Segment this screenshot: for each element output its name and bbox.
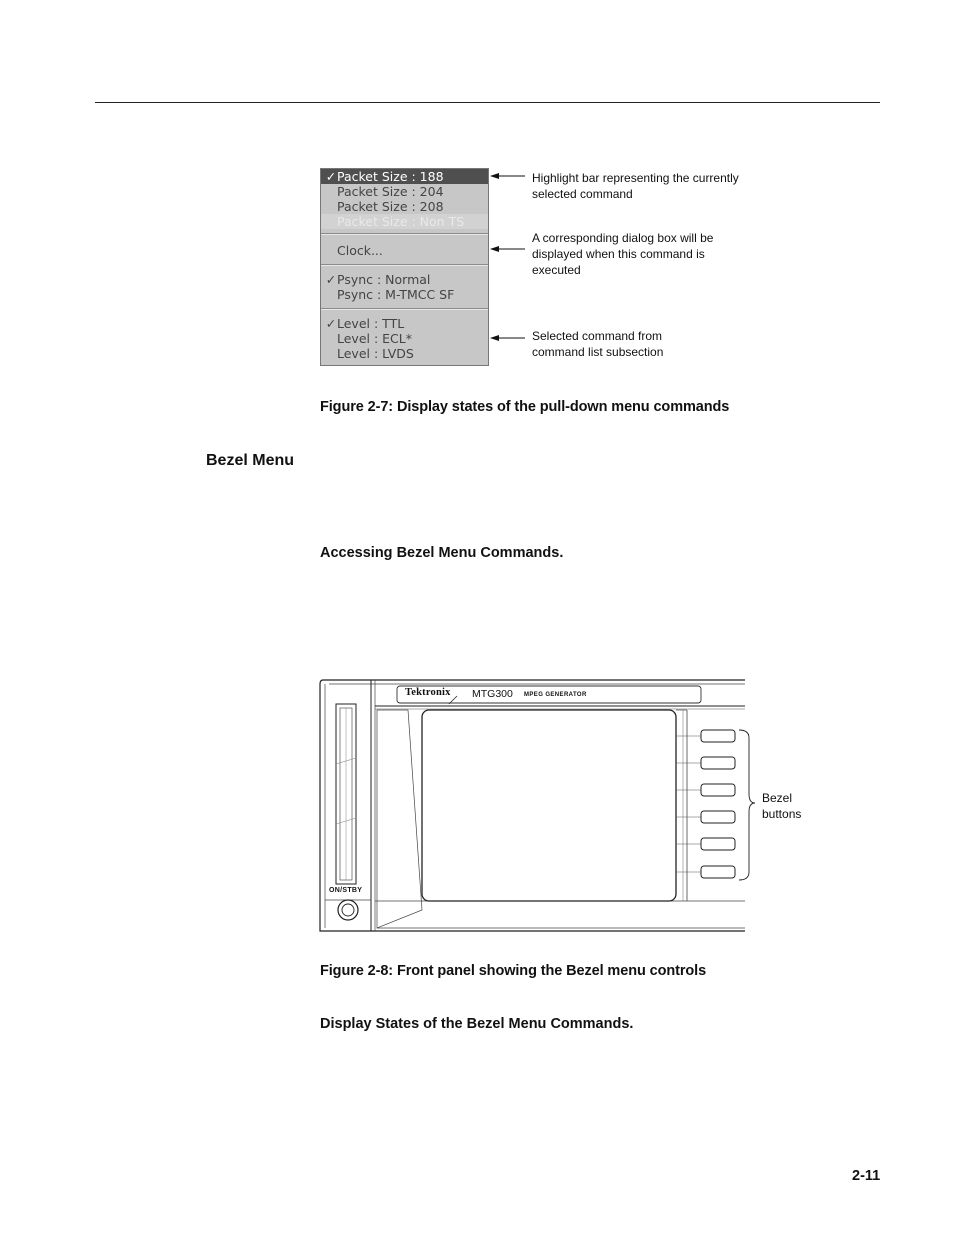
callout-dialog-box: A corresponding dialog box will be displayed when this command is executed: [532, 231, 714, 277]
bezel-button-6[interactable]: [676, 866, 735, 878]
front-panel-drawing: [315, 674, 755, 936]
panel-outline: [320, 680, 745, 931]
bezel-label-line: buttons: [762, 807, 802, 821]
pulldown-menu: [320, 168, 489, 366]
menu-item-label: Psync : Normal: [337, 272, 431, 287]
power-button-inner: [342, 904, 354, 916]
bezel-bracket: [739, 730, 755, 880]
bezel-button-2[interactable]: [676, 757, 735, 769]
display-screen: [422, 710, 676, 901]
model-label: MTG300: [472, 688, 513, 700]
subsection-heading: Accessing Bezel Menu Commands.: [320, 545, 564, 561]
menu-separator: [321, 264, 488, 266]
menu-item-label: Packet Size : 188: [337, 169, 444, 184]
bezel-button-5[interactable]: [676, 838, 735, 850]
brand-logo: Tektronix: [405, 687, 451, 698]
figure-caption: Figure 2-7: Display states of the pull-down menu commands: [320, 399, 730, 415]
bezel-button-4[interactable]: [676, 811, 735, 823]
power-button[interactable]: [338, 900, 358, 920]
bezel-button-3[interactable]: [676, 784, 735, 796]
bezel-buttons-label: [762, 790, 822, 822]
menu-item-packet-size-204[interactable]: [321, 184, 488, 199]
checkmark-icon: ✓: [325, 316, 337, 331]
menu-item-label: Psync : M-TMCC SF: [337, 287, 455, 302]
header-rule: [95, 102, 880, 103]
menu-item-label: Packet Size : 204: [337, 184, 444, 199]
menu-item-label: Clock...: [337, 243, 383, 258]
checkmark-icon: ✓: [325, 272, 337, 287]
menu-item-label: Level : LVDS: [337, 346, 414, 361]
arrow-icon: [490, 173, 525, 179]
callout-selected-command: Selected command from command list subsection: [532, 329, 664, 359]
menu-item-level-ttl[interactable]: [321, 316, 488, 331]
menu-item-psync-normal[interactable]: [321, 272, 488, 287]
menu-item-level-ecl[interactable]: [321, 331, 488, 346]
arrow-icon: [490, 335, 525, 341]
checkmark-icon: ✓: [325, 169, 337, 184]
menu-separator: [321, 233, 488, 235]
subsection-heading-2: Display States of the Bezel Menu Commands.: [320, 1016, 634, 1032]
menu-item-label: Level : TTL: [337, 316, 405, 331]
menu-item-packet-size-188[interactable]: [321, 169, 488, 184]
menu-item-label: Packet Size : Non TS: [337, 214, 465, 229]
menu-item-clock[interactable]: [321, 243, 488, 258]
menu-item-packet-size-208[interactable]: [321, 199, 488, 214]
bezel-label-line: Bezel: [762, 791, 793, 805]
screen-bevel: [377, 710, 422, 928]
menu-item-label: Level : ECL*: [337, 331, 412, 346]
menu-item-psync-m-tmcc-sf[interactable]: [321, 287, 488, 302]
callout-arrows: [488, 160, 532, 360]
bezel-button-1[interactable]: [676, 730, 735, 742]
section-heading: Bezel Menu: [206, 452, 295, 469]
power-label: ON/STBY: [329, 887, 363, 894]
menu-item-packet-size-non-ts: [321, 214, 488, 229]
menu-item-level-lvds[interactable]: [321, 346, 488, 361]
menu-item-label: Packet Size : 208: [337, 199, 444, 214]
menu-separator: [321, 308, 488, 310]
figure-caption-2: Figure 2-8: Front panel showing the Bezel menu controls: [320, 963, 707, 979]
page-number: 2-11: [852, 1168, 881, 1184]
model-sublabel: MPEG GENERATOR: [524, 692, 587, 698]
callout-highlight-bar: Highlight bar representing the currently selected command: [532, 171, 739, 201]
arrow-icon: [490, 246, 525, 252]
